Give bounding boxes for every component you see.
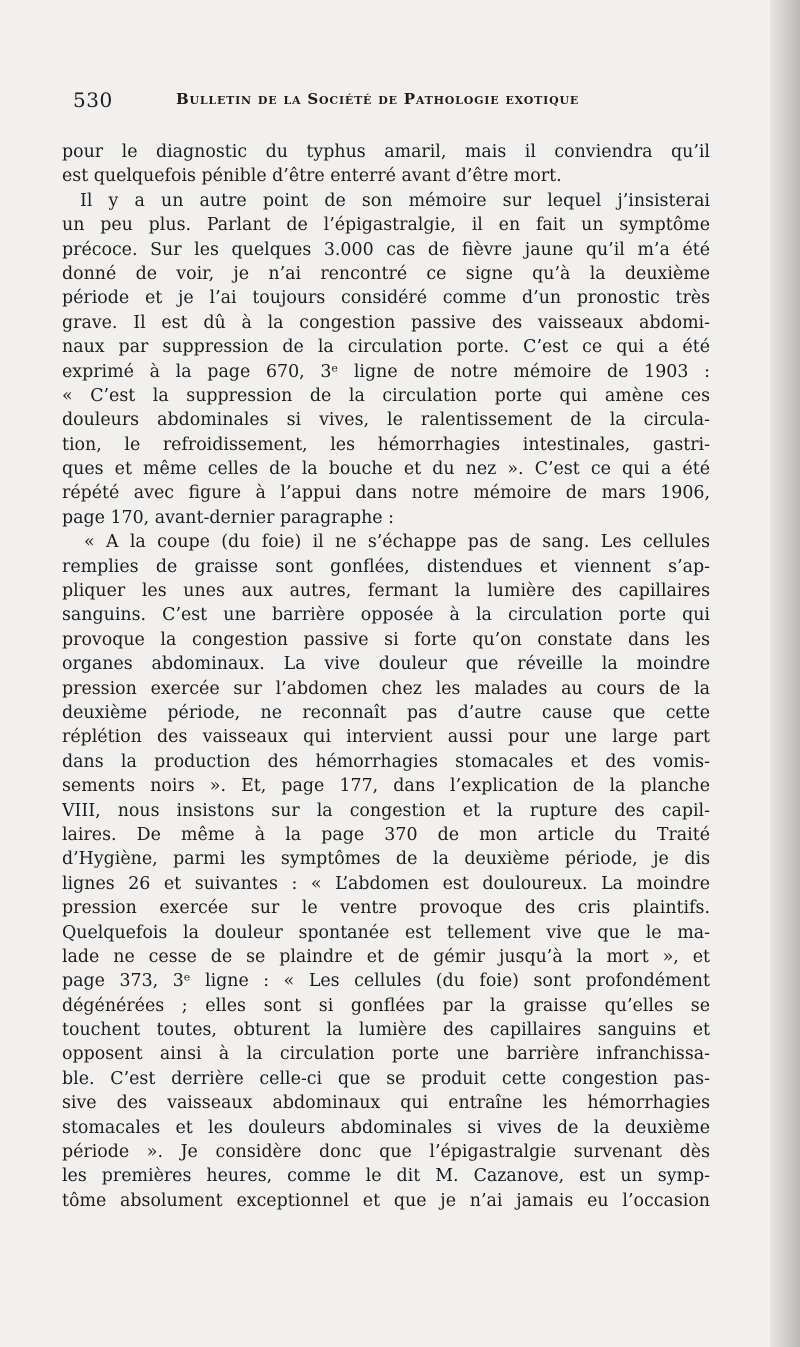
running-title: Bulletin de la Société de Pathologie exotique [176, 90, 580, 108]
text-line: opposent ainsi à la circulation porte une barrière infranchissa- [62, 1044, 710, 1065]
text-line: naux par suppression de la circulation porte. C’est ce qui a été [62, 337, 710, 358]
text-line: période ». Je considère donc que l’épigastralgie survenant dès [62, 1142, 710, 1163]
text-line: est quelquefois pénible d’être enterré avant d’être mort. [62, 166, 562, 187]
text-line: page 170, avant-dernier paragraphe : [62, 507, 394, 528]
text-line: un peu plus. Parlant de l’épigastralgie, il en fait un symptôme [62, 215, 710, 236]
text-line: dégénérées ; elles sont si gonflées par la graisse qu’elles se [62, 995, 710, 1016]
text-line: stomacales et les douleurs abdominales si vives de la deuxième [62, 1117, 710, 1138]
text-line: ble. C’est derrière celle-ci que se produit cette congestion pas- [62, 1068, 710, 1089]
page-header [73, 88, 733, 118]
text-line: organes abdominaux. La vive douleur que réveille la moindre [62, 654, 710, 675]
text-line: exprimé à la page 670, 3ᵉ ligne de notre mémoire de 1903 : [62, 361, 710, 382]
text-line: d’Hygiène, parmi les symptômes de la deuxième période, je dis [62, 849, 710, 870]
text-line: « A la coupe (du foie) il ne s’échappe pas de sang. Les cellules [84, 532, 710, 553]
text-line: lignes 26 et suivantes : « L’abdomen est douloureux. La moindre [62, 873, 710, 894]
text-line: touchent toutes, obturent la lumière des capillaires sanguins et [62, 1020, 710, 1041]
text-line: répété avec figure à l’appui dans notre mémoire de mars 1906, [62, 483, 710, 504]
text-line: sements noirs ». Et, page 177, dans l’explication de la planche [62, 776, 710, 797]
text-line: pression exercée sur l’abdomen chez les malades au cours de la [62, 678, 710, 699]
text-line: pression exercée sur le ventre provoque des cris plaintifs. [62, 898, 710, 919]
text-line: Quelquefois la douleur spontanée est tellement vive que le ma- [62, 922, 710, 943]
text-line: pliquer les unes aux autres, fermant la lumière des capillaires [62, 581, 710, 602]
text-line: douleurs abdominales si vives, le ralentissement de la circula- [62, 410, 710, 431]
page-number: 530 [73, 88, 113, 112]
text-line: deuxième période, ne reconnaît pas d’autre cause que cette [62, 702, 710, 723]
page-gutter-shadow [770, 0, 800, 1347]
text-line: remplies de graisse sont gonflées, distendues et viennent s’ap- [62, 556, 710, 577]
text-line: tôme absolument exceptionnel et que je n’ai jamais eu l’occasion [62, 1190, 710, 1211]
text-line: précoce. Sur les quelques 3.000 cas de fièvre jaune qu’il m’a été [62, 239, 710, 260]
text-line: sive des vaisseaux abdominaux qui entraîne les hémorrhagies [62, 1093, 710, 1114]
text-line: les premières heures, comme le dit M. Cazanove, est un symp- [62, 1166, 710, 1187]
text-line: donné de voir, je n’ai rencontré ce signe qu’à la deuxième [62, 263, 710, 284]
text-line: tion, le refroidissement, les hémorrhagies intestinales, gastri- [62, 434, 710, 455]
text-line: grave. Il est dû à la congestion passive des vaisseaux abdomi- [62, 312, 710, 333]
text-line: réplétion des vaisseaux qui intervient aussi pour une large part [62, 727, 710, 748]
text-line: laires. De même à la page 370 de mon article du Traité [62, 824, 710, 845]
text-line: VIII, nous insistons sur la congestion et la rupture des capil- [62, 800, 710, 821]
text-line: provoque la congestion passive si forte qu’on constate dans les [62, 629, 710, 650]
text-line: pour le diagnostic du typhus amaril, mais il conviendra qu’il [62, 142, 710, 162]
text-line: lade ne cesse de se plaindre et de gémir jusqu’à la mort », et [62, 946, 710, 967]
text-line: « C’est la suppression de la circulation porte qui amène ces [62, 385, 710, 406]
body-text [62, 140, 710, 1213]
text-line: dans la production des hémorrhagies stomacales et des vomis- [62, 751, 710, 772]
text-line: page 373, 3ᵉ ligne : « Les cellules (du foie) sont profondément [62, 971, 710, 992]
text-line: période et je l’ai toujours considéré comme d’un pronostic très [62, 288, 710, 309]
text-line: Il y a un autre point de son mémoire sur lequel j’insisterai [80, 190, 710, 211]
text-line: sanguins. C’est une barrière opposée à la circulation porte qui [62, 605, 710, 626]
text-line: ques et même celles de la bouche et du nez ». C’est ce qui a été [62, 459, 710, 480]
